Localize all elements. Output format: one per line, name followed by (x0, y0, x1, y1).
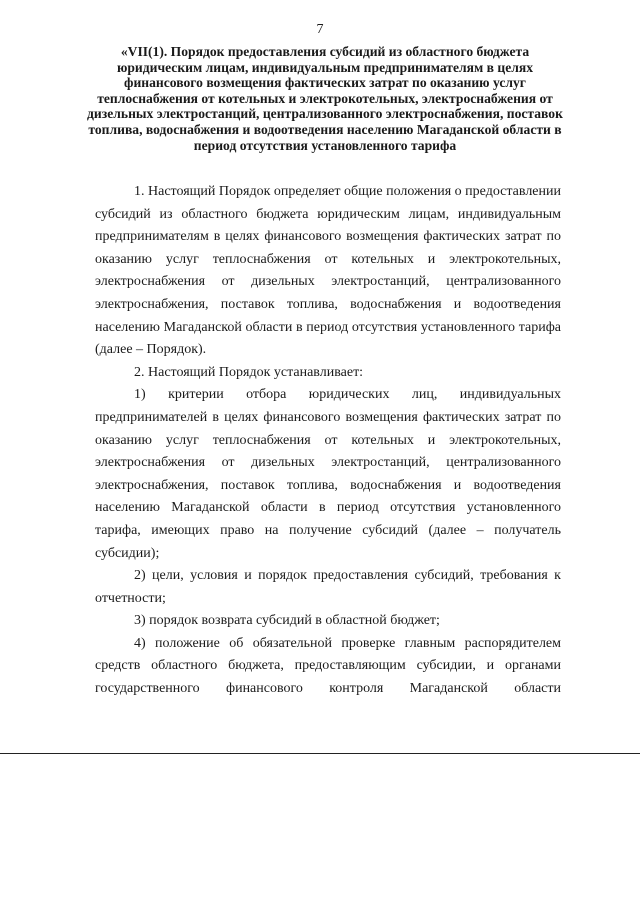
paragraph-4: 2) цели, условия и порядок предоставления субсидий, требования к отчетности; (95, 568, 561, 606)
paragraph-2: 2. Настоящий Порядок устанавливает: (134, 364, 364, 380)
paragraph-1: 1. Настоящий Порядок определяет общие положения о предоставлении субсидий из областного бюджета юридическим лицам, индивидуальным предпринимателям в целях финансового возмещения фактических затрат по оказанию услуг теплоснабжения от котельных и электрокотельных, электроснабжения от дизельных электростанций, централизованного электроснабжения, поставок топлива, водоснабжения и водоотведения населению Магаданской области в период отсутствия установленного тарифа (далее – Порядок). (95, 184, 561, 358)
section-heading: «VII(1). Порядок предоставления субсидий из областного бюджета юридическим лицам, индивидуальным предпринимателям в целях финансового возмещения фактических затрат по оказанию услуг теплоснабжения от котельных и электрокотельных, электроснабжения от дизельных электростанций, централизованного электроснабжения, поставок топлива, водоснабжения и водоотведения населению Магаданской области в период отсутствия установленного тарифа (87, 44, 563, 153)
paragraph-3: 1) критерии отбора юридических лиц, индивидуальных предпринимателей в целях финансового возмещения фактических затрат по оказанию услуг теплоснабжения от котельных и электрокотельных, электроснабжения от дизельных электростанций, централизованного электроснабжения, поставок топлива, водоснабжения и водоотведения населению Магаданской области в период отсутствия установленного тарифа, имеющих право на получение субсидий (далее – получатель субсидии); (95, 387, 561, 561)
page-number: 7 (316, 22, 324, 37)
paragraph-6: 4) положение об обязательной проверке главным распорядителем средств областного бюджета, предоставляющим субсидии, и органами государственного финансового контроля Магаданской области (95, 635, 561, 697)
paragraph-5: 3) порядок возврата субсидий в областной бюджет; (134, 613, 440, 629)
footer-divider-line (0, 753, 640, 754)
body-text (95, 181, 561, 701)
